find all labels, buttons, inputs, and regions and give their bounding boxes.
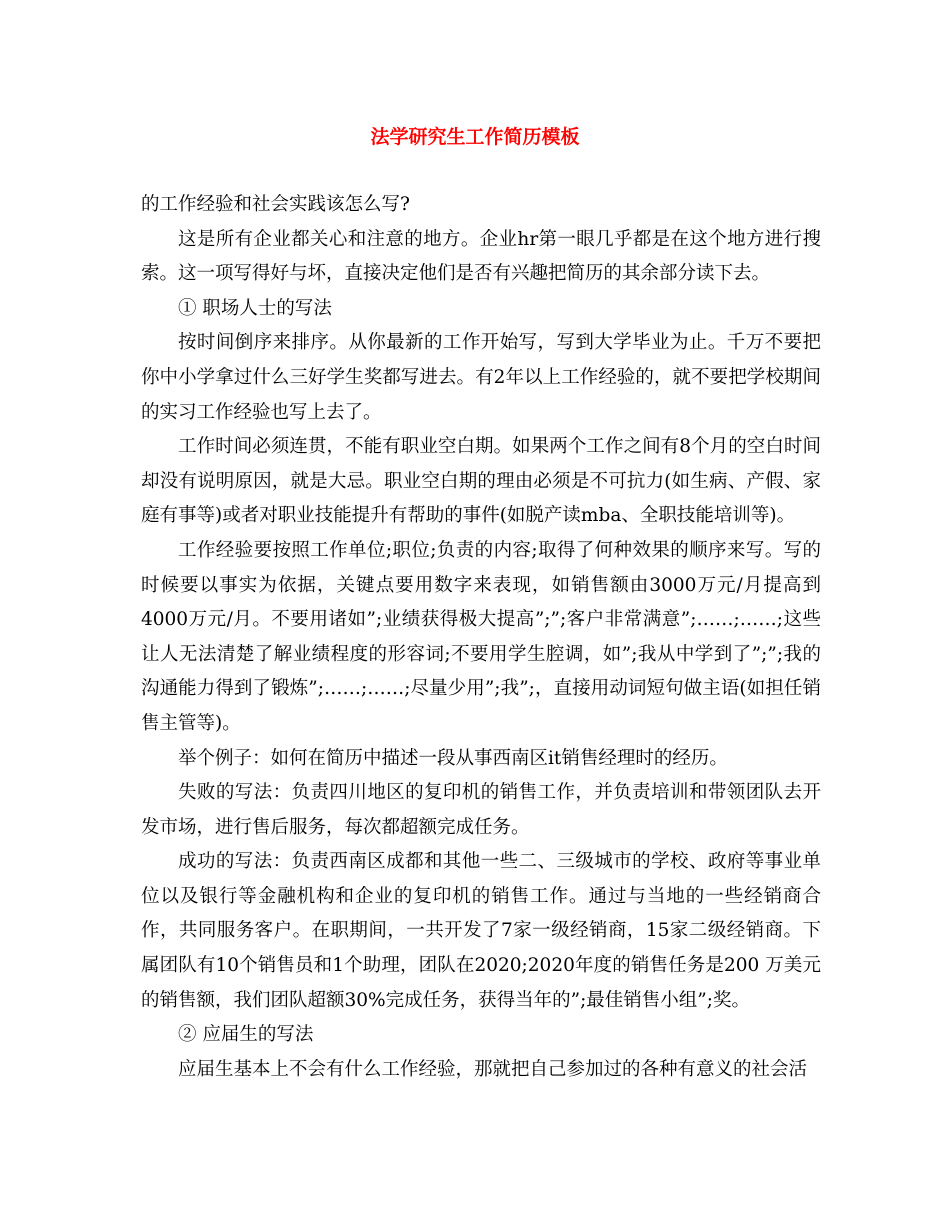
section-heading-professionals: ① 职场人士的写法 (178, 297, 332, 319)
paragraph: 举个例子：如何在简历中描述一段从事西南区it销售经理时的经历。 (178, 747, 728, 769)
paragraph: 按时间倒序来排序。从你最新的工作开始写，写到大学毕业为止。千万不要把你中小学拿过什么三好学生奖都写进去。有2年以上工作经验的，就不要把学校期间的实习工作经验也写上去了。 (141, 332, 821, 423)
document-title: 法学研究生工作简历模板 (370, 126, 580, 148)
section-heading-graduates: ② 应届生的写法 (178, 1024, 314, 1046)
paragraph: 成功的写法：负责西南区成都和其他一些二、三级城市的学校、政府等事业单位以及银行等金融机构和企业的复印机的销售工作。通过与当地的一些经销商合作，共同服务客户。在职期间，一共开发了7家一级经销商，15家二级经销商。下属团队有10个销售员和1个助理，团队在2020;2020年度的销售任务是200 万美元的销售额，我们团队超额30%完成任务，获得当年的”;最佳销售小组”;奖。 (141, 851, 821, 1011)
paragraph: 工作时间必须连贯，不能有职业空白期。如果两个工作之间有8个月的空白时间却没有说明原因，就是大忌。职业空白期的理由必须是不可抗力(如生病、产假、家庭有事等)或者对职业技能提升有帮助的事件(如脱产读mba、全职技能培训等)。 (141, 436, 821, 527)
paragraph: 工作经验要按照工作单位;职位;负责的内容;取得了何种效果的顺序来写。写的时候要以事实为依据，关键点要用数字来表现，如销售额由3000万元/月提高到4000万元/月。不要用诸如”;业绩获得极大提高”;”;客户非常满意”;……;……;这些让人无法清楚了解业绩程度的形容词;不要用学生腔调，如”;我从中学到了”;”;我的沟通能力得到了锻炼”;……;……;尽量少用”;我”;，直接用动词短句做主语(如担任销售主管等)。 (141, 539, 821, 734)
paragraph: 应届生基本上不会有什么工作经验，那就把自己参加过的各种有意义的社会活 (178, 1058, 808, 1080)
paragraph: 这是所有企业都关心和注意的地方。企业hr第一眼几乎都是在这个地方进行搜索。这一项写得好与坏，直接决定他们是否有兴趣把简历的其余部分读下去。 (141, 228, 821, 285)
paragraph: 失败的写法：负责四川地区的复印机的销售工作，并负责培训和带领团队去开发市场，进行售后服务，每次都超额完成任务。 (141, 782, 821, 838)
paragraph: 的工作经验和社会实践该怎么写? (141, 194, 410, 215)
document-body (141, 188, 821, 1087)
